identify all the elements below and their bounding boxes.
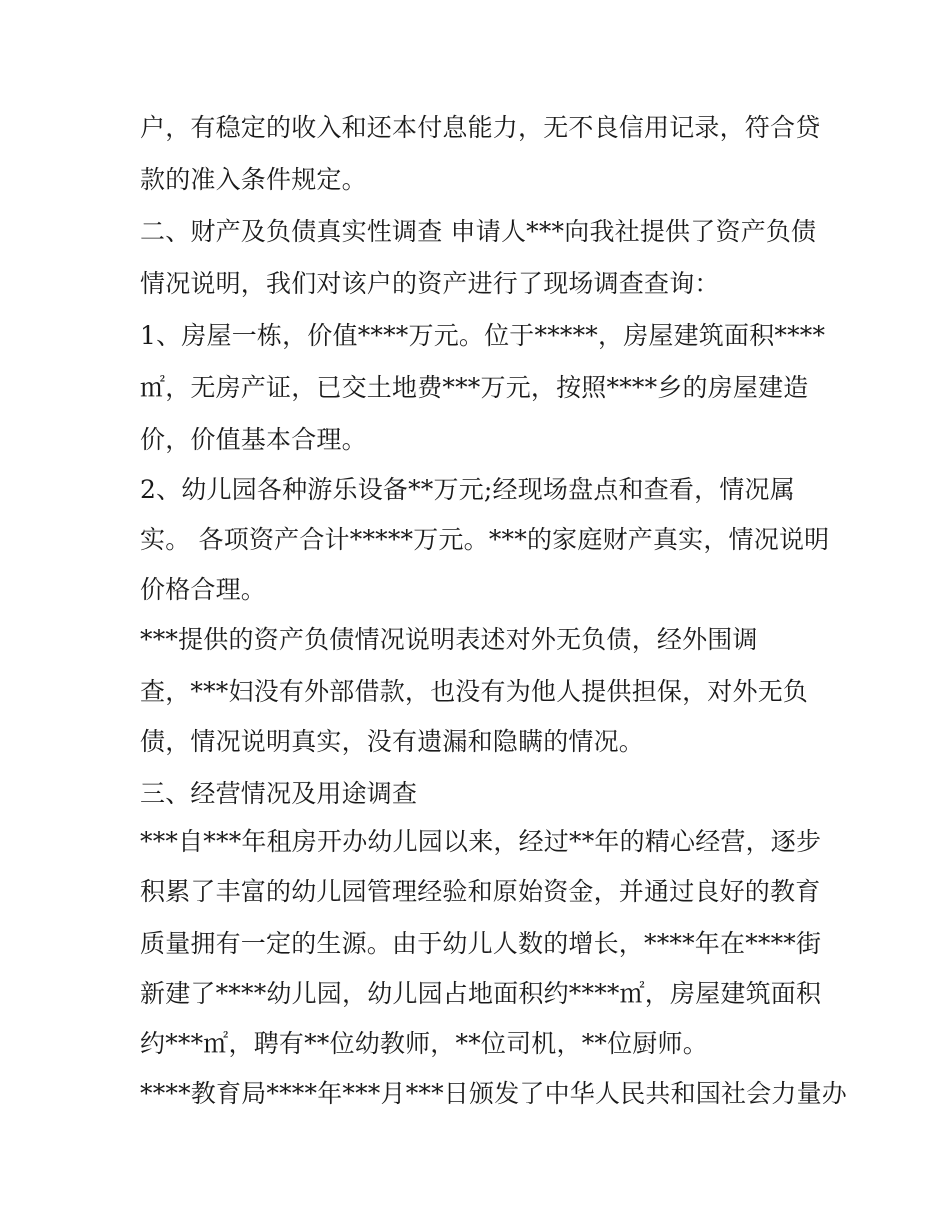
list-item-line: 2、幼儿园各种游乐设备**万元;经现场盘点和查看，情况属 xyxy=(140,475,795,504)
text-line: ***自***年租房开办幼儿园以来，经过**年的精心经营，逐步 xyxy=(140,827,822,856)
text-line: 款的准入条件规定。 xyxy=(140,165,367,194)
text-line: ㎡，无房产证，已交土地费***万元，按照****乡的房屋建造 xyxy=(140,373,809,402)
list-item-line: 1、房屋一栋，价值****万元。位于*****，房屋建筑面积**** xyxy=(140,321,826,350)
text-line: 价格合理。 xyxy=(140,575,267,604)
text-line: 价，价值基本合理。 xyxy=(140,425,367,454)
text-line: 新建了****幼儿园，幼儿园占地面积约****㎡，房屋建筑面积 xyxy=(140,979,822,1008)
text-line: 积累了丰富的幼儿园管理经验和原始资金，并通过良好的教育 xyxy=(140,877,821,906)
text-line: 约***㎡，聘有**位幼教师，**位司机，**位厨师。 xyxy=(140,1029,708,1058)
text-line: ****教育局****年***月***日颁发了中华人民共和国社会力量办 xyxy=(140,1079,848,1108)
text-line: 查，***妇没有外部借款，也没有为他人提供担保，对外无负 xyxy=(140,677,809,706)
text-line: 实。 各项资产合计*****万元。***的家庭财产真实，情况说明 xyxy=(140,525,830,554)
section-heading-line: 二、财产及负债真实性调查 申请人***向我社提供了资产负债 xyxy=(140,217,817,246)
text-line: 质量拥有一定的生源。由于幼儿人数的增长，****年在****街 xyxy=(140,929,822,958)
text-line: 情况说明，我们对该户的资产进行了现场调查查询： xyxy=(140,269,720,298)
text-line: 债，情况说明真实，没有遗漏和隐瞒的情况。 xyxy=(140,727,645,756)
text-line: 户，有稳定的收入和还本付息能力，无不良信用记录，符合贷 xyxy=(140,113,821,142)
text-line: ***提供的资产负债情况说明表述对外无负债，经外围调 xyxy=(140,625,758,654)
section-heading-line: 三、经营情况及用途调查 xyxy=(140,779,418,808)
